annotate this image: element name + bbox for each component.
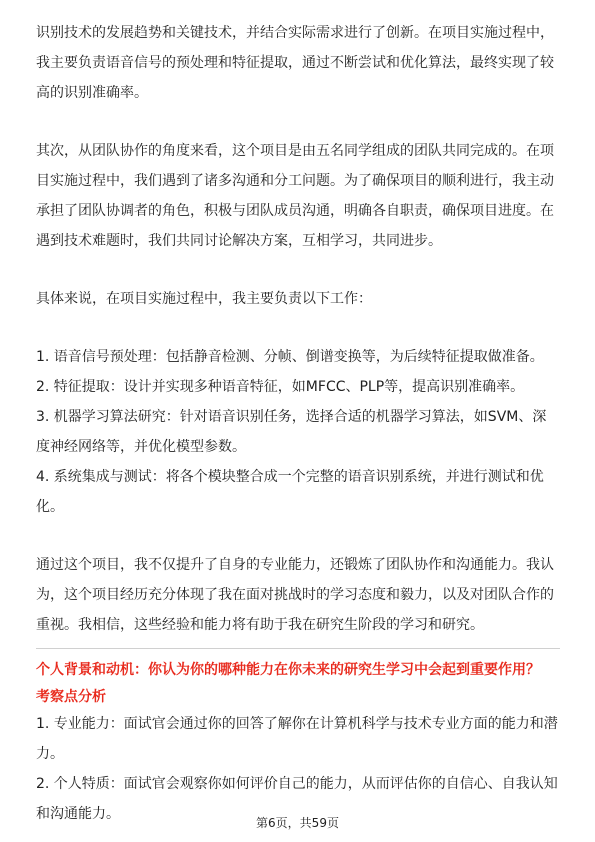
list-item: 3. 机器学习算法研究：针对语音识别任务，选择合适的机器学习算法，如SVM、深度神经网络等，并优化模型参数。 bbox=[36, 409, 547, 455]
list-item: 1. 专业能力：面试官会通过你的回答了解你在计算机科学与技术专业方面的能力和潜力。 bbox=[36, 716, 558, 762]
page-number: 第6页，共59页 bbox=[256, 816, 339, 830]
paragraph-intro: 识别技术的发展趋势和关键技术，并结合实际需求进行了创新。在项目实施过程中，我主要负责语音信号的预处理和特征提取，通过不断尝试和优化算法，最终实现了较高的识别准确率。 bbox=[36, 25, 554, 101]
interview-question: 个人背景和动机：你认为你的哪种能力在你未来的研究生学习中会起到重要作用？ bbox=[36, 662, 540, 678]
list-item: 1. 语音信号预处理：包括静音检测、分帧、倒谱变换等，为后续特征提取做准备。 bbox=[36, 349, 544, 365]
list-item: 2. 个人特质：面试官会观察你如何评价自己的能力，从而评估你的自信心、自我认知和沟通能力。 bbox=[36, 776, 558, 822]
section-divider bbox=[36, 648, 560, 649]
spacer bbox=[36, 522, 560, 550]
analysis-title: 考察点分析 bbox=[36, 689, 106, 705]
spacer bbox=[36, 108, 560, 136]
paragraph-teamwork: 其次，从团队协作的角度来看，这个项目是由五名同学组成的团队共同完成的。在项目实施过程中，我们遇到了诸多沟通和分工问题。为了确保项目的顺利进行，我主动承担了团队协调者的角色，积极与团队成员沟通，明确各自职责，确保项目进度。在遇到技术难题时，我们共同讨论解决方案，互相学习，共同进步。 bbox=[36, 143, 554, 249]
paragraph-conclusion: 通过这个项目，我不仅提升了自身的专业能力，还锻炼了团队协作和沟通能力。我认为，这个项目经历充分体现了我在面对挑战时的学习态度和毅力，以及对团队合作的重视。我相信，这些经验和能力将有助于我在研究生阶段的学习和研究。 bbox=[36, 557, 554, 633]
responsibilities-list bbox=[36, 342, 560, 522]
spacer bbox=[36, 256, 560, 284]
list-item: 2. 特征提取：设计并实现多种语音特征，如MFCC、PLP等，提高识别准确率。 bbox=[36, 379, 525, 395]
analysis-list bbox=[36, 709, 560, 829]
document-page bbox=[36, 18, 560, 829]
list-item: 4. 系统集成与测试：将各个模块整合成一个完整的语音识别系统，并进行测试和优化。 bbox=[36, 469, 544, 515]
paragraph-responsibilities-intro: 具体来说，在项目实施过程中，我主要负责以下工作： bbox=[36, 291, 372, 307]
spacer bbox=[36, 314, 560, 342]
